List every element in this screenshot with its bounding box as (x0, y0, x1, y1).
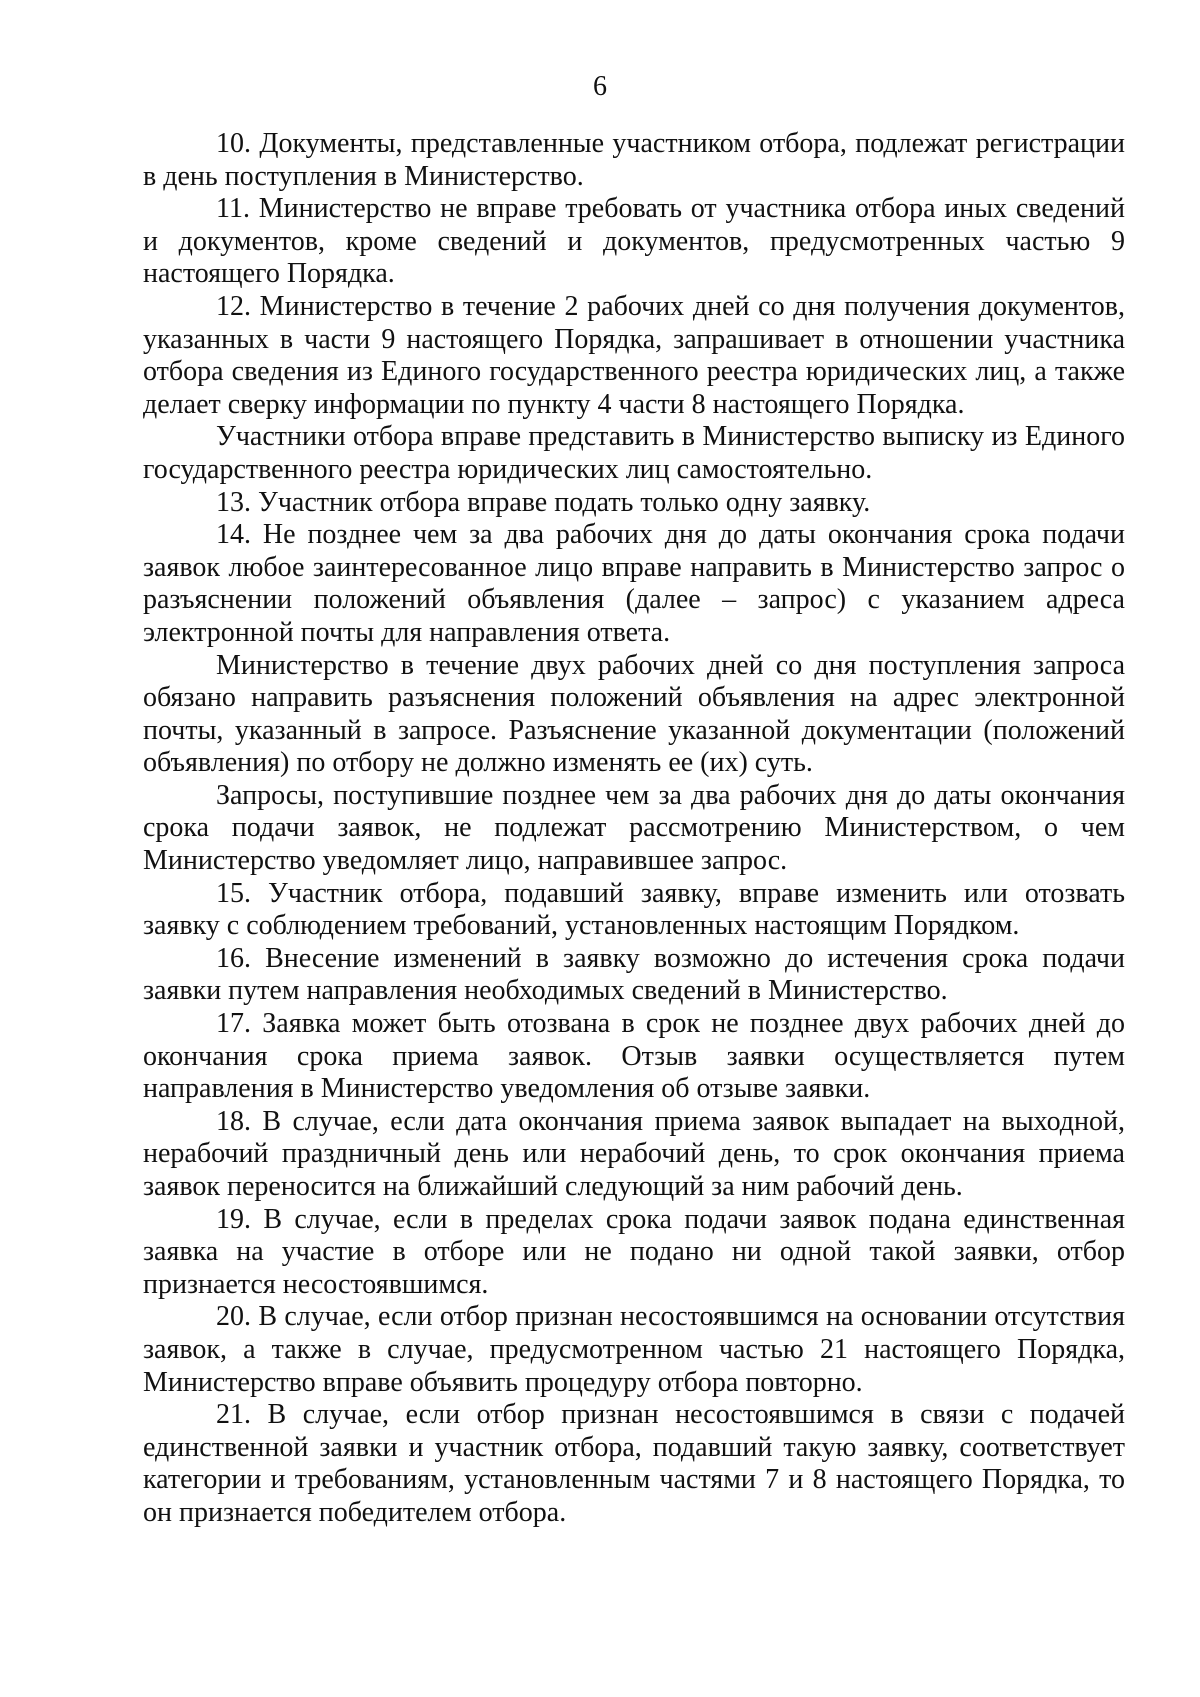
paragraph-12: 12. Министерство в течение 2 рабочих дней со дня получения документов, указанных в части 9 настоящего Порядка, запрашивает в отношении участника отбора сведения из Единого государственного реестра юридических лиц, а также делает сверку информации по пункту 4 части 8 настоящего Порядка. (143, 290, 1125, 420)
paragraph-18: 18. В случае, если дата окончания приема заявок выпадает на выходной, нерабочий праздничный день или нерабочий день, то срок окончания приема заявок переносится на ближайший следующий за ним рабочий день. (143, 1105, 1125, 1202)
paragraph-12-extract: Участники отбора вправе представить в Министерство выписку из Единого государственного реестра юридических лиц самостоятельно. (143, 421, 1125, 485)
paragraph-11: 11. Министерство не вправе требовать от участника отбора иных сведений и документов, кроме сведений и документов, предусмотренных частью 9 настоящего Порядка. (143, 193, 1125, 290)
paragraph-19: 19. В случае, если в пределах срока подачи заявок подана единственная заявка на участие в отборе или не подано ни одной такой заявки, отбор признается несостоявшимся. (143, 1203, 1125, 1300)
paragraph-17: 17. Заявка может быть отозвана в срок не позднее двух рабочих дней до окончания срока приема заявок. Отзыв заявки осуществляется путем направления в Министерство уведомления об отзыве заявки. (143, 1008, 1125, 1105)
paragraph-16: 16. Внесение изменений в заявку возможно до истечения срока подачи заявки путем направления необходимых сведений в Министерство. (143, 942, 1125, 1007)
paragraph-20: 20. В случае, если отбор признан несостоявшимся на основании отсутствия заявок, а также в случае, предусмотренном частью 21 настоящего Порядка, Министерство вправе объявить процедуру отбора повторно. (143, 1301, 1125, 1398)
page-number: 6 (593, 71, 607, 102)
paragraph-15: 15. Участник отбора, подавший заявку, вправе изменить или отозвать заявку с соблюдением требований, установленных настоящим Порядком. (143, 877, 1125, 942)
paragraph-13: 13. Участник отбора вправе подать только одну заявку. (216, 486, 871, 518)
paragraph-10: 10. Документы, представленные участником отбора, подлежат регистрации в день поступления в Министерство. (143, 128, 1125, 192)
document-body (143, 128, 1125, 1530)
paragraph-14-response: Министерство в течение двух рабочих дней со дня поступления запроса обязано направить разъяснения положений объявления на адрес электронной почты, указанный в запросе. Разъяснение указанной документации (положений объявления) по отбору не должно изменять ее (их) суть. (143, 649, 1125, 779)
paragraph-14-late-requests: Запросы, поступившие позднее чем за два рабочих дня до даты окончания срока подачи заявок, не подлежат рассмотрению Министерством, о чем Министерство уведомляет лицо, направившее запрос. (143, 779, 1125, 877)
paragraph-14: 14. Не позднее чем за два рабочих дня до даты окончания срока подачи заявок любое заинтересованное лицо вправе направить в Министерство запрос о разъяснении положений объявления (далее – запрос) с указанием адреса электронной почты для направления ответа. (143, 519, 1125, 648)
paragraph-21: 21. В случае, если отбор признан несостоявшимся в связи с подачей единственной заявки и участник отбора, подавший такую заявку, соответствует категории и требованиям, установленным частями 7 и 8 настоящего Порядка, то он признается победителем отбора. (143, 1399, 1125, 1528)
